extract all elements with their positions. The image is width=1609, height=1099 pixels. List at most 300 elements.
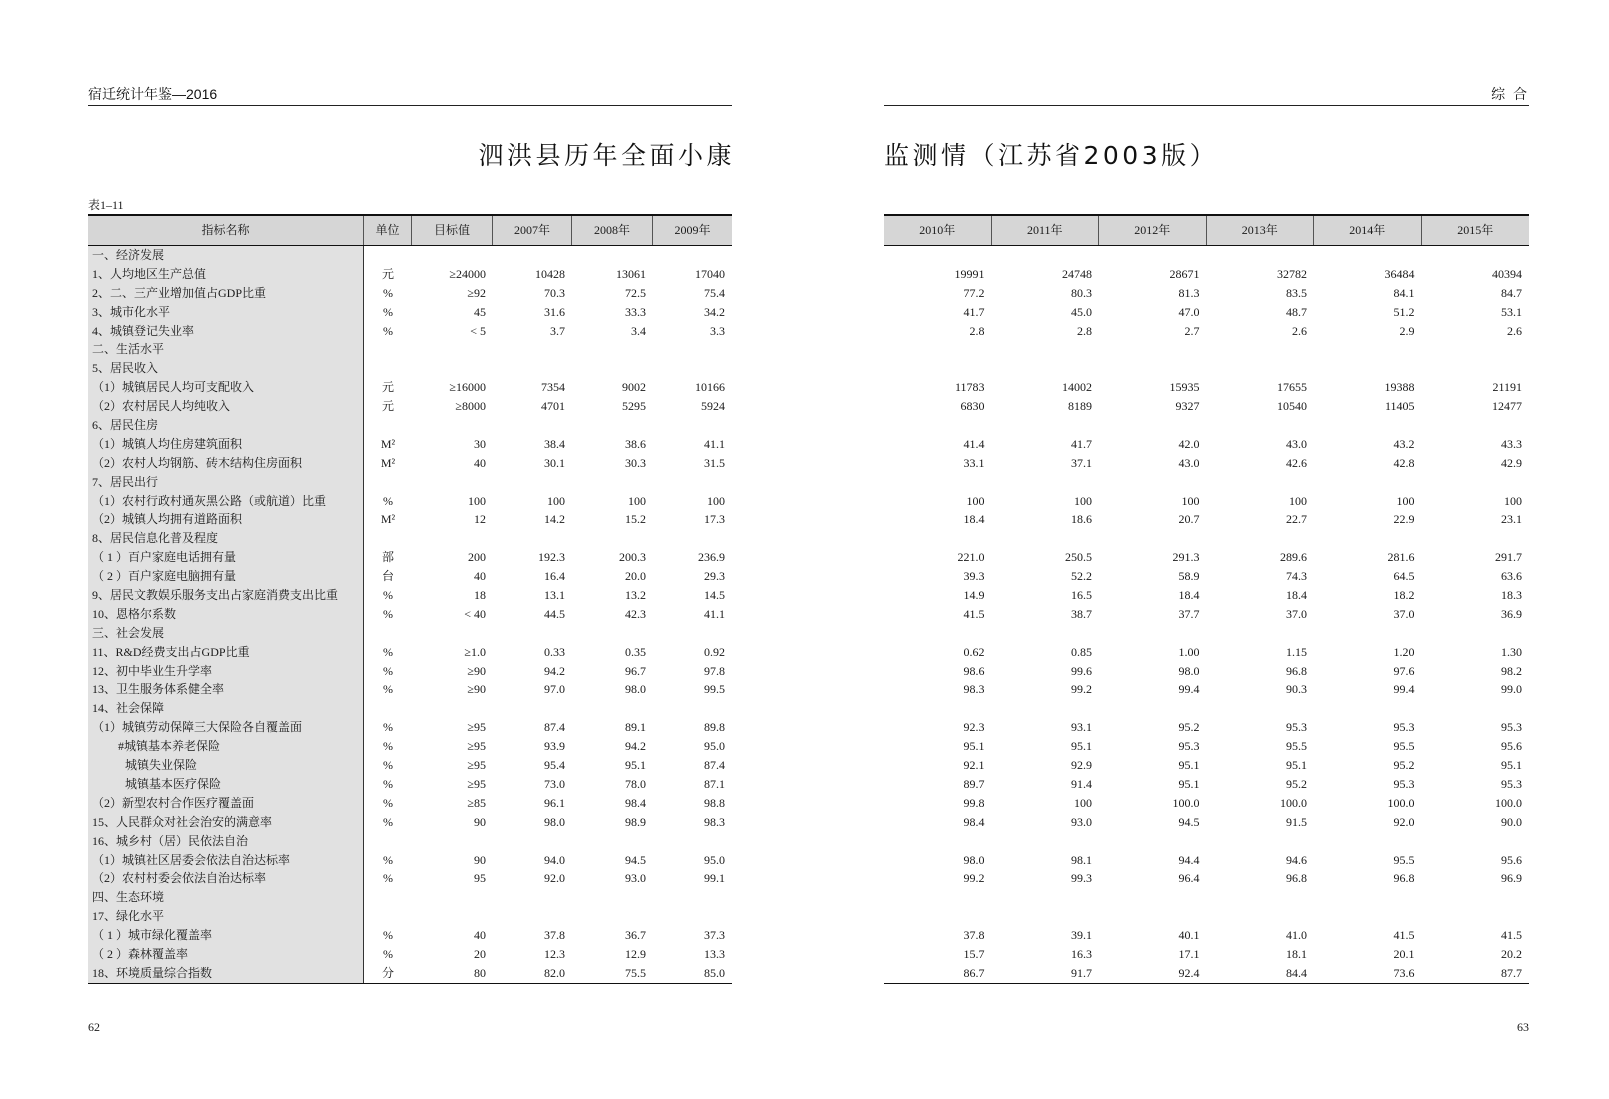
indicator-name: （1）城镇社区居委会依法自治达标率 xyxy=(88,851,364,870)
value-cell: 15935 xyxy=(1169,380,1200,395)
value-cell: 75.5 xyxy=(625,965,646,980)
unit-cell: 部 xyxy=(381,550,394,565)
value-cell: 94.2 xyxy=(625,739,646,754)
value-cell xyxy=(1099,699,1207,718)
table-row xyxy=(884,964,1529,983)
value-cell: 37.0 xyxy=(1393,606,1415,621)
value-cell: 36484 xyxy=(1384,266,1415,281)
column-header: 2009年 xyxy=(674,223,711,237)
value-cell xyxy=(493,699,572,718)
value-cell xyxy=(992,340,1100,359)
section-row xyxy=(884,473,1529,492)
value-cell: 93.0 xyxy=(1071,814,1092,829)
value-cell xyxy=(1207,888,1315,907)
value-cell xyxy=(1099,529,1207,548)
table-row xyxy=(88,322,732,341)
target-cell xyxy=(412,907,493,926)
value-cell: 98.0 xyxy=(544,814,565,829)
value-cell xyxy=(1099,246,1207,265)
column-header: 单位 xyxy=(364,216,412,245)
value-cell: 5295 xyxy=(622,399,646,414)
value-cell: 0.92 xyxy=(704,644,725,659)
value-cell: 43.2 xyxy=(1393,436,1415,451)
right-page-table xyxy=(884,214,1529,984)
value-cell: 73.6 xyxy=(1393,965,1415,980)
value-cell: 100 xyxy=(1504,493,1522,508)
table-row xyxy=(88,851,732,870)
value-cell: 42.0 xyxy=(1178,436,1200,451)
running-header-section: 综 合 xyxy=(1491,86,1529,102)
value-cell xyxy=(653,888,732,907)
value-cell: 98.9 xyxy=(625,814,646,829)
column-header: 2015年 xyxy=(1457,223,1494,237)
table-row xyxy=(88,718,732,737)
value-cell: 98.2 xyxy=(1501,663,1522,678)
value-cell: 97.8 xyxy=(704,663,725,678)
indicator-name: 城镇基本医疗保险 xyxy=(88,775,364,794)
target-cell: 40 xyxy=(474,569,486,584)
value-cell: 4701 xyxy=(541,399,565,414)
target-cell: ≥24000 xyxy=(449,266,486,281)
value-cell: 72.5 xyxy=(625,285,646,300)
value-cell: 42.3 xyxy=(625,606,646,621)
indicator-name: （ 2 ）森林覆盖率 xyxy=(88,945,364,964)
table-row xyxy=(884,718,1529,737)
value-cell: 42.8 xyxy=(1393,455,1415,470)
value-cell: 22.9 xyxy=(1393,512,1415,527)
value-cell xyxy=(1099,416,1207,435)
value-cell xyxy=(884,888,992,907)
value-cell xyxy=(884,359,992,378)
value-cell: 7354 xyxy=(541,380,565,395)
value-cell: 96.8 xyxy=(1286,871,1307,886)
value-cell xyxy=(572,359,653,378)
value-cell: 16.3 xyxy=(1071,946,1092,961)
value-cell: 41.1 xyxy=(704,436,725,451)
table-row xyxy=(88,756,732,775)
indicator-name: 6、居民住房 xyxy=(88,416,364,435)
target-cell: 80 xyxy=(474,965,486,980)
value-cell: 29.3 xyxy=(704,569,725,584)
value-cell xyxy=(1207,907,1315,926)
value-cell: 1.15 xyxy=(1286,644,1307,659)
value-cell: 3.3 xyxy=(710,323,725,338)
target-cell: ≥95 xyxy=(467,720,486,735)
value-cell: 0.85 xyxy=(1071,644,1092,659)
value-cell: 1.00 xyxy=(1178,644,1200,659)
value-cell xyxy=(653,416,732,435)
value-cell: 51.2 xyxy=(1393,304,1415,319)
value-cell xyxy=(1099,359,1207,378)
value-cell xyxy=(572,699,653,718)
target-cell: ≥85 xyxy=(467,795,486,810)
target-cell xyxy=(412,832,493,851)
value-cell: 99.8 xyxy=(963,795,985,810)
indicator-name: （1）城镇人均住房建筑面积 xyxy=(88,435,364,454)
table-header-row xyxy=(884,216,1529,246)
value-cell: 200.3 xyxy=(619,550,646,565)
value-cell: 81.3 xyxy=(1178,285,1200,300)
section-row xyxy=(884,699,1529,718)
unit-cell: % xyxy=(383,588,393,603)
table-body xyxy=(88,246,732,983)
value-cell: 2.8 xyxy=(969,323,985,338)
value-cell: 85.0 xyxy=(704,965,725,980)
running-header-book-title: 宿迁统计年鉴—2016 xyxy=(88,86,218,102)
value-cell xyxy=(1099,473,1207,492)
value-cell: 37.0 xyxy=(1286,606,1307,621)
value-cell: 12477 xyxy=(1492,399,1522,414)
unit-cell: % xyxy=(383,606,393,621)
value-cell: 19388 xyxy=(1384,380,1415,395)
value-cell: 95.2 xyxy=(1178,720,1200,735)
value-cell xyxy=(493,529,572,548)
value-cell: 95.2 xyxy=(1286,776,1307,791)
value-cell: 90.0 xyxy=(1501,814,1522,829)
target-cell: 30 xyxy=(474,436,486,451)
value-cell: 100 xyxy=(1289,493,1307,508)
section-row xyxy=(88,699,732,718)
unit-cell xyxy=(364,624,412,643)
target-cell xyxy=(412,340,493,359)
unit-cell: % xyxy=(383,758,393,773)
value-cell xyxy=(1422,624,1530,643)
value-cell: 15.2 xyxy=(625,512,646,527)
value-cell xyxy=(1207,529,1315,548)
value-cell: 95.1 xyxy=(1286,758,1307,773)
value-cell: 92.0 xyxy=(1393,814,1415,829)
value-cell: 9327 xyxy=(1175,399,1200,414)
value-cell xyxy=(884,416,992,435)
value-cell: 89.1 xyxy=(625,720,646,735)
section-row xyxy=(884,832,1529,851)
value-cell xyxy=(1207,246,1315,265)
target-cell: 200 xyxy=(468,550,486,565)
value-cell: 96.8 xyxy=(1286,663,1307,678)
value-cell: 17040 xyxy=(695,266,725,281)
table-row xyxy=(884,851,1529,870)
value-cell: 95.1 xyxy=(625,758,646,773)
indicator-name: 4、城镇登记失业率 xyxy=(88,322,364,341)
indicator-name: 三、社会发展 xyxy=(88,624,364,643)
indicator-name: （2）农村居民人均纯收入 xyxy=(88,397,364,416)
indicator-name: 5、居民收入 xyxy=(88,359,364,378)
table-row xyxy=(88,435,732,454)
value-cell: 18.1 xyxy=(1286,946,1307,961)
value-cell: 58.9 xyxy=(1178,569,1200,584)
value-cell: 52.2 xyxy=(1071,569,1092,584)
indicator-name: 10、恩格尔系数 xyxy=(88,605,364,624)
table-row xyxy=(88,378,732,397)
value-cell xyxy=(493,832,572,851)
value-cell xyxy=(1314,340,1422,359)
value-cell: 17.3 xyxy=(704,512,725,527)
value-cell: 98.0 xyxy=(625,682,646,697)
table-row xyxy=(88,926,732,945)
value-cell: 74.3 xyxy=(1286,569,1307,584)
table-row xyxy=(884,737,1529,756)
left-page-table xyxy=(88,214,732,984)
value-cell xyxy=(572,624,653,643)
value-cell: 24748 xyxy=(1062,266,1092,281)
value-cell xyxy=(1422,888,1530,907)
value-cell xyxy=(493,359,572,378)
value-cell: 41.7 xyxy=(1071,436,1092,451)
table-row xyxy=(884,605,1529,624)
value-cell: 98.4 xyxy=(963,814,985,829)
value-cell: 289.6 xyxy=(1280,550,1307,565)
value-cell xyxy=(1207,340,1315,359)
column-header: 2013年 xyxy=(1207,216,1315,245)
table-row xyxy=(88,605,732,624)
value-cell: 96.4 xyxy=(1178,871,1200,886)
target-cell: ≥95 xyxy=(467,776,486,791)
target-cell: 90 xyxy=(474,814,486,829)
value-cell: 100.0 xyxy=(1495,795,1522,810)
target-cell: ≥90 xyxy=(467,682,486,697)
value-cell: 63.6 xyxy=(1501,569,1522,584)
table-row xyxy=(88,510,732,529)
value-cell: 14002 xyxy=(1062,380,1092,395)
value-cell: 95.1 xyxy=(963,739,985,754)
column-header: 目标值 xyxy=(412,216,493,245)
value-cell: 95.3 xyxy=(1501,776,1522,791)
value-cell xyxy=(884,246,992,265)
value-cell xyxy=(1422,832,1530,851)
value-cell: 97.6 xyxy=(1393,663,1415,678)
value-cell: 45.0 xyxy=(1071,304,1092,319)
value-cell: 37.3 xyxy=(704,928,725,943)
value-cell: 2.6 xyxy=(1507,323,1522,338)
value-cell: 10166 xyxy=(695,380,725,395)
indicator-name: （ 2 ）百户家庭电脑拥有量 xyxy=(88,567,364,586)
value-cell: 95.3 xyxy=(1393,776,1415,791)
value-cell: 38.4 xyxy=(544,436,565,451)
table-row xyxy=(88,813,732,832)
column-header: 2011年 xyxy=(992,216,1100,245)
table-row xyxy=(884,548,1529,567)
unit-cell: % xyxy=(383,852,393,867)
value-cell: 84.1 xyxy=(1393,285,1415,300)
value-cell: 100 xyxy=(966,493,985,508)
value-cell: 83.5 xyxy=(1286,285,1307,300)
indicator-name: 15、人民群众对社会治安的满意率 xyxy=(88,813,364,832)
value-cell: 8189 xyxy=(1068,399,1092,414)
table-row xyxy=(884,775,1529,794)
value-cell: 20.7 xyxy=(1178,512,1200,527)
value-cell: 20.1 xyxy=(1393,946,1415,961)
value-cell xyxy=(1422,529,1530,548)
value-cell: 94.4 xyxy=(1178,852,1200,867)
indicator-name: 1、人均地区生产总值 xyxy=(88,265,364,284)
indicator-name: 二、生活水平 xyxy=(88,340,364,359)
value-cell: 11783 xyxy=(954,380,985,395)
table-row xyxy=(884,945,1529,964)
value-cell: 42.6 xyxy=(1286,455,1307,470)
value-cell xyxy=(653,529,732,548)
unit-cell: 台 xyxy=(381,569,394,584)
indicator-name: 14、社会保障 xyxy=(88,699,364,718)
value-cell: 17655 xyxy=(1277,380,1307,395)
value-cell xyxy=(653,246,732,265)
value-cell xyxy=(653,624,732,643)
target-cell: ≥95 xyxy=(467,739,486,754)
value-cell: 96.7 xyxy=(625,663,646,678)
value-cell: 13.1 xyxy=(544,588,565,603)
value-cell: 95.4 xyxy=(544,758,565,773)
value-cell: 18.6 xyxy=(1071,512,1092,527)
table-row xyxy=(88,775,732,794)
value-cell xyxy=(1422,699,1530,718)
unit-cell: M² xyxy=(380,436,396,451)
unit-cell xyxy=(364,907,412,926)
value-cell: 18.3 xyxy=(1501,588,1522,603)
value-cell: 77.2 xyxy=(963,285,985,300)
value-cell xyxy=(572,340,653,359)
value-cell: 95.6 xyxy=(1501,739,1522,754)
value-cell xyxy=(653,907,732,926)
value-cell: 37.1 xyxy=(1071,455,1092,470)
table-row xyxy=(884,813,1529,832)
indicator-name: 7、居民出行 xyxy=(88,473,364,492)
value-cell xyxy=(1099,624,1207,643)
value-cell: 100 xyxy=(1396,493,1415,508)
value-cell: 291.7 xyxy=(1495,550,1522,565)
unit-cell xyxy=(364,699,412,718)
table-title-part-1: 泗洪县历年全面小康 xyxy=(478,141,735,170)
value-cell: 13061 xyxy=(616,266,646,281)
indicator-name: （1）城镇劳动保障三大保险各自覆盖面 xyxy=(88,718,364,737)
target-cell xyxy=(412,888,493,907)
unit-cell: % xyxy=(383,663,393,678)
column-header: 2008年 xyxy=(572,216,653,245)
value-cell: 37.8 xyxy=(544,928,565,943)
value-cell: 93.1 xyxy=(1071,720,1092,735)
value-cell: 100.0 xyxy=(1387,795,1415,810)
section-row xyxy=(884,624,1529,643)
value-cell: 3.4 xyxy=(631,323,646,338)
unit-cell: % xyxy=(383,871,393,886)
indicator-name: 一、经济发展 xyxy=(88,246,364,265)
value-cell: 99.0 xyxy=(1501,682,1522,697)
table-row xyxy=(884,756,1529,775)
value-cell xyxy=(653,340,732,359)
value-cell: 73.0 xyxy=(544,776,565,791)
value-cell: 33.1 xyxy=(963,455,985,470)
value-cell: 40.1 xyxy=(1178,928,1200,943)
value-cell: 21191 xyxy=(1492,380,1522,395)
value-cell: 30.1 xyxy=(544,455,565,470)
target-cell xyxy=(412,699,493,718)
table-row xyxy=(88,548,732,567)
value-cell: 84.7 xyxy=(1501,285,1522,300)
value-cell: 15.7 xyxy=(963,946,985,961)
target-cell: ≥90 xyxy=(467,663,486,678)
target-cell: ≥16000 xyxy=(449,380,486,395)
value-cell xyxy=(992,832,1100,851)
value-cell: 18.4 xyxy=(1286,588,1307,603)
value-cell xyxy=(653,359,732,378)
indicator-name: （2）农村人均钢筋、砖木结构住房面积 xyxy=(88,454,364,473)
value-cell: 96.9 xyxy=(1501,871,1522,886)
value-cell: 44.5 xyxy=(544,606,565,621)
indicator-name: 18、环境质量综合指数 xyxy=(88,964,364,983)
value-cell: 38.7 xyxy=(1071,606,1092,621)
value-cell xyxy=(493,473,572,492)
table-row xyxy=(884,492,1529,511)
value-cell: 3.7 xyxy=(550,323,565,338)
section-row xyxy=(88,473,732,492)
value-cell xyxy=(1422,907,1530,926)
value-cell: 250.5 xyxy=(1065,550,1092,565)
value-cell: 99.6 xyxy=(1071,663,1092,678)
unit-cell: 元 xyxy=(381,399,394,414)
value-cell: 31.6 xyxy=(544,304,565,319)
value-cell: 90.3 xyxy=(1286,682,1307,697)
value-cell: 98.8 xyxy=(704,795,725,810)
table-row xyxy=(88,737,732,756)
header-rule-left xyxy=(88,105,732,106)
target-cell xyxy=(412,246,493,265)
value-cell: 43.0 xyxy=(1178,455,1200,470)
value-cell xyxy=(1099,340,1207,359)
value-cell: 10540 xyxy=(1277,399,1307,414)
target-cell xyxy=(412,416,493,435)
unit-cell: % xyxy=(383,795,393,810)
target-cell: 95 xyxy=(474,871,486,886)
value-cell: 98.1 xyxy=(1071,852,1092,867)
value-cell: 41.5 xyxy=(963,606,985,621)
value-cell: 94.2 xyxy=(544,663,565,678)
table-header-row xyxy=(88,216,732,246)
value-cell: 98.4 xyxy=(625,795,646,810)
indicator-name: 3、城市化水平 xyxy=(88,303,364,322)
value-cell xyxy=(1314,359,1422,378)
value-cell: 41.5 xyxy=(1393,928,1415,943)
section-row xyxy=(88,359,732,378)
value-cell: 13.3 xyxy=(704,946,725,961)
table-row xyxy=(884,643,1529,662)
target-cell: ≥95 xyxy=(467,758,486,773)
value-cell: 31.5 xyxy=(704,455,725,470)
value-cell xyxy=(493,624,572,643)
section-row xyxy=(884,888,1529,907)
unit-cell xyxy=(364,473,412,492)
table-row xyxy=(88,303,732,322)
value-cell: 95.3 xyxy=(1286,720,1307,735)
section-row xyxy=(88,340,732,359)
table-row xyxy=(88,794,732,813)
value-cell xyxy=(1314,529,1422,548)
unit-cell xyxy=(364,529,412,548)
value-cell: 100 xyxy=(547,493,565,508)
value-cell xyxy=(1422,246,1530,265)
value-cell xyxy=(1314,832,1422,851)
table-row xyxy=(884,794,1529,813)
target-cell: ≥8000 xyxy=(455,399,486,414)
unit-cell: % xyxy=(383,682,393,697)
value-cell: 92.4 xyxy=(1178,965,1200,980)
indicator-name: （1）城镇居民人均可支配收入 xyxy=(88,378,364,397)
target-cell: < 5 xyxy=(470,323,486,338)
table-number: 表1–11 xyxy=(88,198,124,212)
value-cell: 9002 xyxy=(622,380,646,395)
target-cell xyxy=(412,473,493,492)
target-cell: < 40 xyxy=(464,606,486,621)
value-cell xyxy=(884,473,992,492)
unit-cell: 元 xyxy=(381,266,394,281)
section-row xyxy=(88,907,732,926)
